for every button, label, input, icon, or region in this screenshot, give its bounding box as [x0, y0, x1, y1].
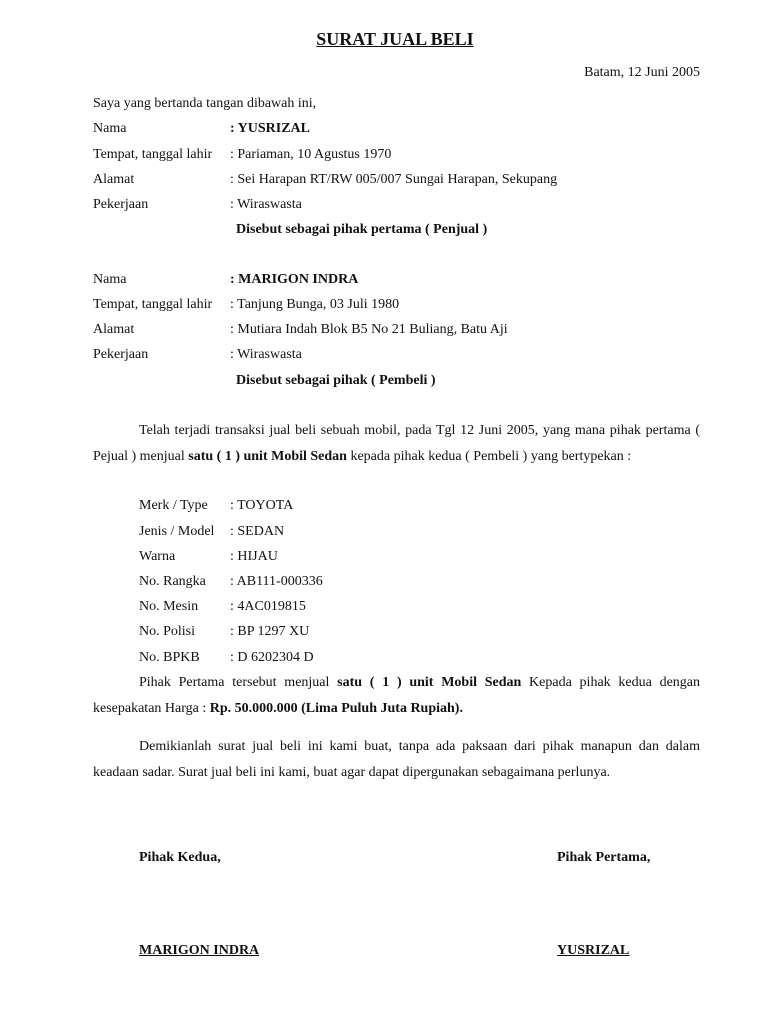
spec-value: : TOYOTA — [230, 498, 294, 513]
seller-role: Disebut sebagai pihak pertama ( Penjual ) — [236, 222, 488, 237]
buyer-alamat: : Mutiara Indah Blok B5 No 21 Buliang, Batu Aji — [230, 322, 508, 337]
closing-paragraph — [93, 734, 700, 785]
document-title: SURAT JUAL BELI — [316, 29, 474, 49]
spec-label: No. Polisi — [139, 624, 196, 639]
price-item-bold: satu ( 1 ) unit Mobil Sedan — [337, 675, 522, 690]
transaction-item-bold: satu ( 1 ) unit Mobil Sedan — [188, 448, 347, 464]
seller-alamat-label: Alamat — [93, 172, 135, 187]
spec-value: : AB111-000336 — [230, 574, 323, 589]
seller-nama: : YUSRIZAL — [230, 121, 310, 136]
closing-text: Demikianlah surat jual beli ini kami buat, tanpa ada paksaan dari pihak manapun dan dalam keadaan sadar. Surat jual beli ini kami, buat agar dapat dipergunakan sebagaimana perlunya. — [93, 739, 700, 780]
spec-label: No. BPKB — [139, 650, 200, 665]
buyer-ttl: : Tanjung Bunga, 03 Juli 1980 — [230, 297, 400, 312]
buyer-nama-label: Nama — [93, 272, 127, 287]
signature-label-seller: Pihak Pertama, — [557, 850, 651, 865]
transaction-text-1: Telah terjadi transaksi jual beli sebuah mobil, pada Tgl 12 Juni 2005, yang mana pihak pertama ( Pejual ) menjual — [93, 423, 700, 464]
spec-value: : D 6202304 D — [230, 650, 314, 665]
place-date: Batam, 12 Juni 2005 — [584, 65, 700, 80]
spec-value: : 4AC019815 — [230, 599, 306, 614]
spec-label: No. Rangka — [139, 574, 206, 589]
spec-value: : BP 1297 XU — [230, 624, 310, 639]
signature-name-seller: YUSRIZAL — [557, 943, 630, 958]
seller-ttl: : Pariaman, 10 Agustus 1970 — [230, 147, 392, 162]
seller-alamat: : Sei Harapan RT/RW 005/007 Sungai Harapan, Sekupang — [230, 172, 558, 187]
signature-label-buyer: Pihak Kedua, — [139, 850, 221, 865]
buyer-alamat-label: Alamat — [93, 322, 135, 337]
seller-pekerjaan-label: Pekerjaan — [93, 197, 149, 212]
spec-value: : HIJAU — [230, 549, 278, 564]
buyer-ttl-label: Tempat, tanggal lahir — [93, 297, 213, 312]
signature-name-buyer: MARIGON INDRA — [139, 943, 260, 958]
spec-label: Merk / Type — [139, 498, 208, 513]
spec-value: : SEDAN — [230, 524, 285, 539]
seller-ttl-label: Tempat, tanggal lahir — [93, 147, 213, 162]
intro-text: Saya yang bertanda tangan dibawah ini, — [93, 96, 317, 111]
spec-label: No. Mesin — [139, 599, 199, 614]
buyer-role: Disebut sebagai pihak ( Pembeli ) — [236, 373, 436, 388]
price-amount: Rp. 50.000.000 (Lima Puluh Juta Rupiah). — [209, 700, 463, 716]
price-text-1: Pihak Pertama tersebut menjual — [139, 675, 338, 690]
price-paragraph — [93, 670, 700, 721]
spec-label: Warna — [139, 549, 176, 564]
transaction-paragraph — [93, 418, 700, 469]
spec-label: Jenis / Model — [139, 524, 215, 539]
transaction-text-2: kepada pihak kedua ( Pembeli ) yang bertypekan : — [346, 448, 632, 464]
buyer-nama: : MARIGON INDRA — [230, 272, 359, 287]
buyer-pekerjaan-label: Pekerjaan — [93, 347, 149, 362]
seller-nama-label: Nama — [93, 121, 127, 136]
seller-pekerjaan: : Wiraswasta — [230, 197, 302, 212]
buyer-pekerjaan: : Wiraswasta — [230, 347, 302, 362]
price-text-2: Kepada pihak kedua dengan kesepakatan Harga : — [93, 675, 700, 716]
